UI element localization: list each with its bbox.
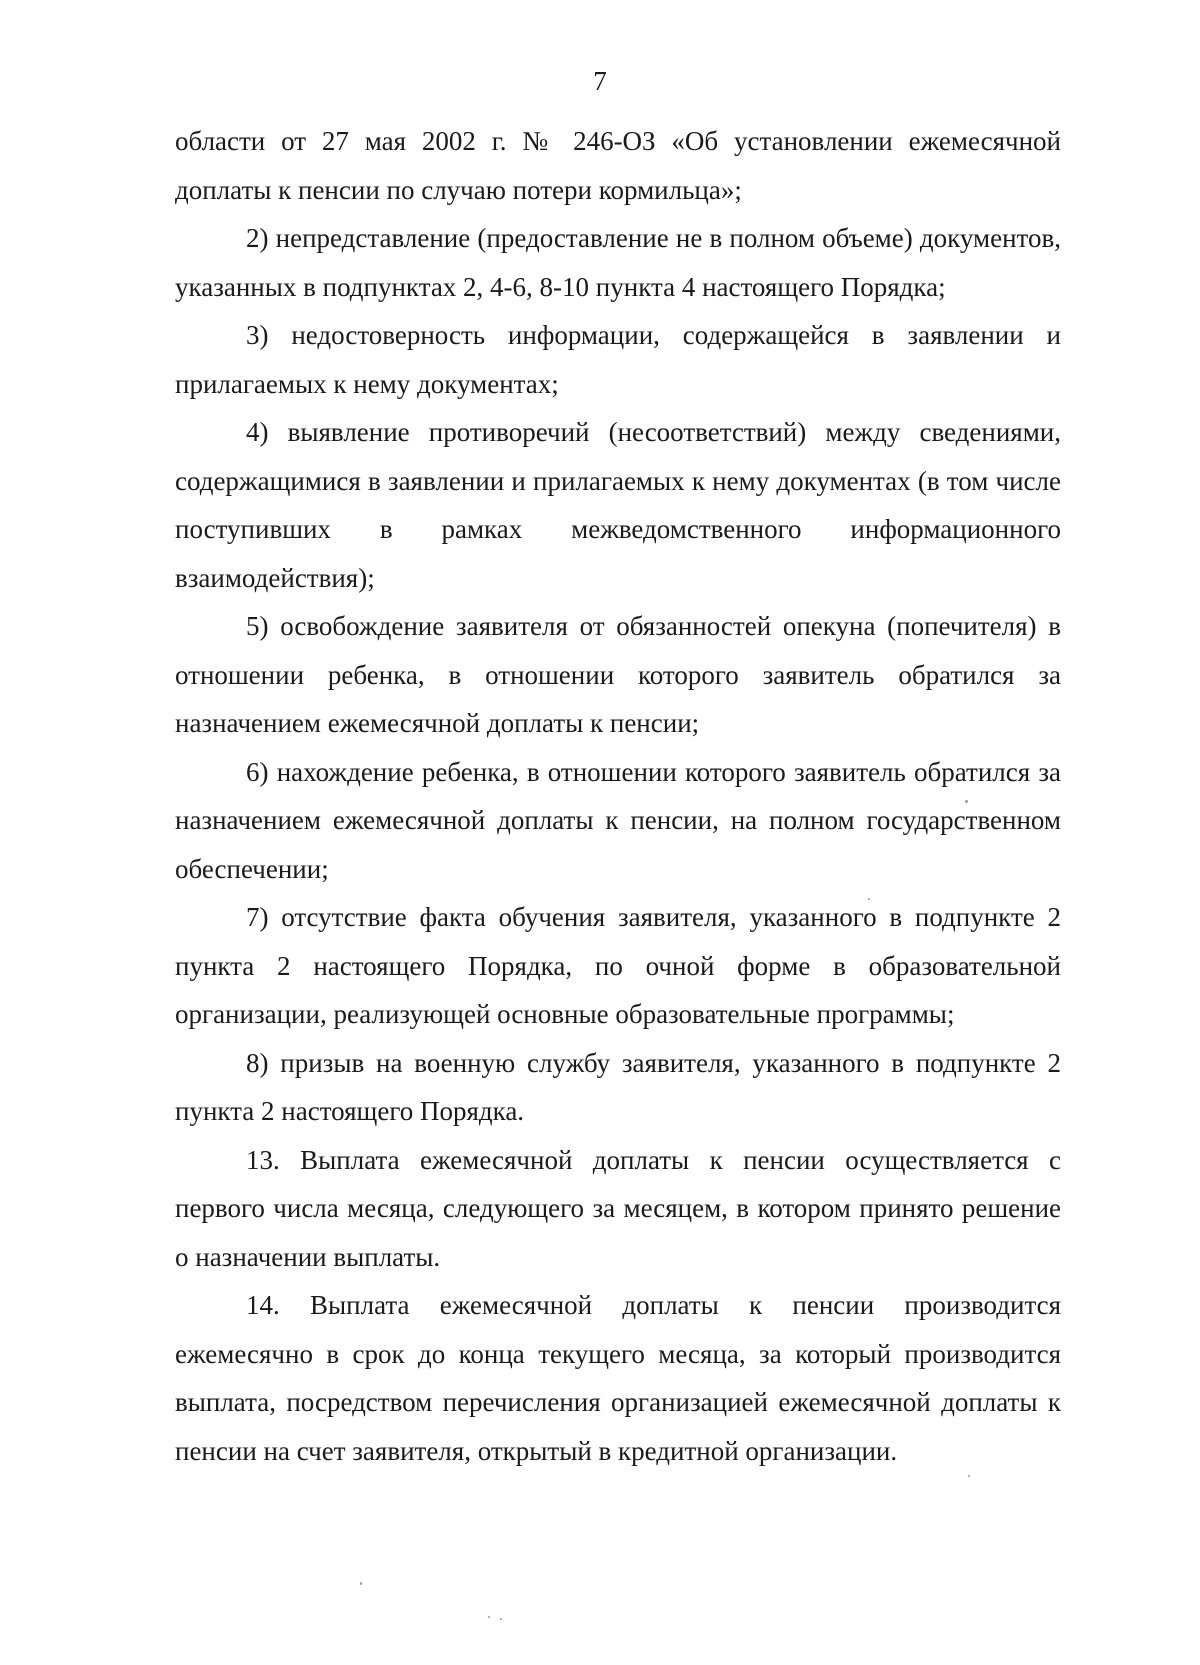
list-item-7: 7) отсутствие факта обучения заявителя, указанного в подпункте 2 пункта 2 настоящего Порядка, по очной форме в образовательной организации, реализующей основные образовательные программы; <box>175 902 1061 1029</box>
clause-14: 14. Выплата ежемесячной доплаты к пенсии производится ежемесячно в срок до конца текущего месяца, за который производится выплата, посредством перечисления организацией ежемесячной доплаты к пенсии на счет заявителя, открытый в кредитной организации. <box>175 1290 1061 1466</box>
clause-13: 13. Выплата ежемесячной доплаты к пенсии осуществляется с первого числа месяца, следующего за месяцем, в котором принято решение о назначении выплаты. <box>175 1144 1061 1272</box>
scan-speck <box>360 1582 362 1585</box>
scan-speck <box>968 1475 970 1477</box>
list-item-4: 4) выявление противоречий (несоответствий) между сведениями, содержащимися в заявлении и прилагаемых к нему документах (в том числе поступивших в рамках межведомственного информационного взаимодействия); <box>175 417 1061 593</box>
scan-speck <box>965 800 968 803</box>
page-number: 7 <box>593 66 607 96</box>
document-body <box>175 117 1061 1475</box>
scan-speck <box>488 1616 490 1618</box>
scan-speck <box>500 1618 502 1620</box>
list-item-3: 3) недостоверность информации, содержащейся в заявлении и прилагаемых к нему документах; <box>175 320 1061 399</box>
list-item-2: 2) непредставление (предоставление не в полном объеме) документов, указанных в подпунктах 2, 4-6, 8-10 пункта 4 настоящего Порядка; <box>175 223 1061 302</box>
scan-speck <box>868 898 870 900</box>
list-item-8: 8) призыв на военную службу заявителя, указанного в подпункте 2 пункта 2 настоящего Порядка. <box>175 1047 1061 1126</box>
list-item-5: 5) освобождение заявителя от обязанностей опекуна (попечителя) в отношении ребенка, в отношении которого заявитель обратился за назначением ежемесячной доплаты к пенсии; <box>175 611 1061 738</box>
list-item-6: 6) нахождение ребенка, в отношении которого заявитель обратился за назначением ежемесячной доплаты к пенсии, на полном государственном обеспечении; <box>175 756 1061 884</box>
paragraph-continuation: области от 27 мая 2002 г. № 246-ОЗ «Об установлении ежемесячной доплаты к пенсии по случаю потери кормильца»; <box>175 126 1061 205</box>
